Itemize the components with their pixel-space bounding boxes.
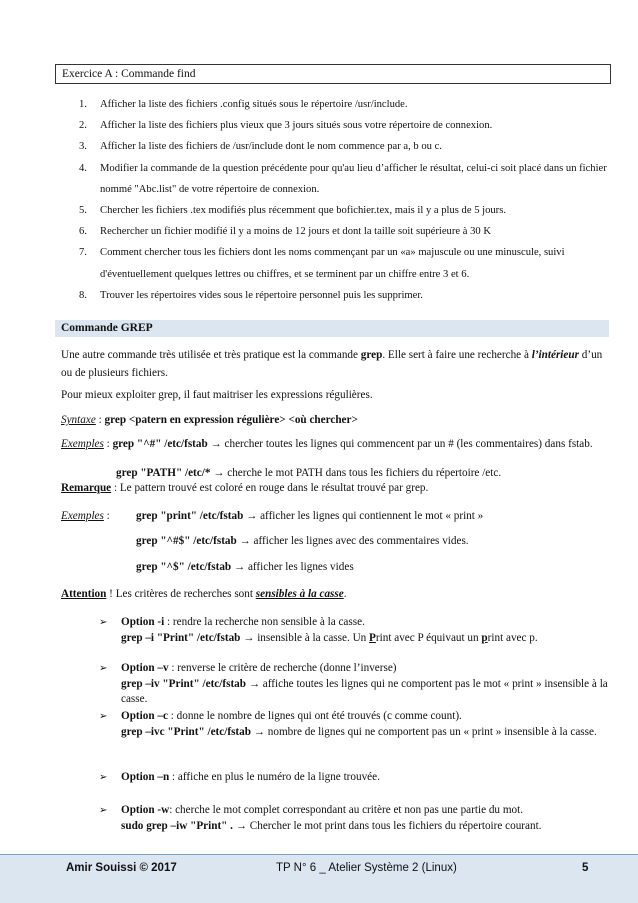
option-w: ➢ Option -w: cherche le mot complet correspondant au critère et non pas une partie du mot. sudo grep –iw "Print" . → Chercher le mot print dans tous les fichiers du répertoire courant. xyxy=(99,804,542,832)
grep-section-heading: Commande GREP xyxy=(55,320,609,337)
example-2: grep "PATH" /etc/* → cherche le mot PATH dans tous les fichiers du répertoire /etc. xyxy=(116,467,502,479)
arrow-icon: → xyxy=(210,438,222,450)
footer-author: Amir Souissi © 2017 xyxy=(66,862,177,874)
footer-divider xyxy=(0,854,638,855)
arrow-icon: → xyxy=(248,677,260,690)
list-item: 8. Trouver les répertoires vides sous le répertoire personnel puis les supprimer. xyxy=(79,289,423,301)
arrow-bullet-icon: ➢ xyxy=(99,805,108,816)
arrow-icon: → xyxy=(243,631,255,644)
exercise-title-box xyxy=(55,64,611,84)
arrow-icon: → xyxy=(239,535,251,547)
attention-line: Attention ! Les critères de recherches sont sensibles à la casse. xyxy=(61,588,347,600)
list-item: 7. Comment chercher tous les fichiers dont les noms commençant par un «a» majuscule ou une minuscule, suivi d'éventuellement quelques lettres ou chiffres, et se terminent par un chiffre entre 3 et 6. xyxy=(79,247,565,280)
option-v: ➢ Option –v : renverse le critère de recherche (donne l’inverse) grep –iv "Print" /etc/fstab → affiche toutes les lignes qui ne comportent pas le mot « print » insensible à la casse. xyxy=(99,662,608,705)
regex-note: Pour mieux exploiter grep, il faut maitriser les expressions régulières. xyxy=(61,389,373,401)
arrow-icon: → xyxy=(246,510,258,522)
remark-line: Remarque : Le pattern trouvé est coloré en rouge dans le résultat trouvé par grep. xyxy=(61,482,429,494)
grep-intro: Une autre commande très utilisée et très pratique est la commande grep. Elle sert à faire une recherche à l’intérieur d’un ou de plusieurs fichiers. xyxy=(61,349,603,379)
example-1: Exemples : grep "^#" /etc/fstab → chercher toutes les lignes qui commencent par un # (les commentaires) dans fstab. xyxy=(61,438,593,450)
arrow-bullet-icon: ➢ xyxy=(99,711,108,722)
footer-title: TP N° 6 _ Atelier Système 2 (Linux) xyxy=(276,862,457,874)
example-3: Exemples : grep "print" /etc/fstab → afficher les lignes qui contiennent le mot « print » xyxy=(61,510,484,522)
arrow-icon: → xyxy=(253,725,265,738)
arrow-icon: → xyxy=(233,561,246,573)
list-item: 1. Afficher la liste des fichiers .config situés sous le répertoire /usr/include. xyxy=(79,99,408,110)
page-number: 5 xyxy=(582,862,589,874)
syntax-line: Syntaxe : grep <patern en expression régulière> <où chercher> xyxy=(61,414,358,426)
list-item: 6. Rechercher un fichier modifié il y a moins de 12 jours et dont la taille soit supérieure à 30 K xyxy=(79,226,491,238)
page-footer xyxy=(0,854,638,903)
list-item: 5. Chercher les fichiers .tex modifiés plus récemment que bofichier.tex, mais il y a plus de 5 jours. xyxy=(79,205,506,217)
list-item: 4. Modifier la commande de la question précédente pour qu'au lieu d’afficher le résultat, celui-ci soit placé dans un fichier nommé "Abc.list" de votre répertoire de connexion. xyxy=(79,162,607,195)
example-5: grep "^$" /etc/fstab → afficher les lignes vides xyxy=(136,561,354,573)
arrow-bullet-icon: ➢ xyxy=(99,772,108,783)
list-item: 2. Afficher la liste des fichiers plus vieux que 3 jours situés sous votre répertoire de connexion. xyxy=(79,120,493,132)
example-4: grep "^#$" /etc/fstab → afficher les lignes avec des commentaires vides. xyxy=(136,535,469,547)
arrow-bullet-icon: ➢ xyxy=(99,617,108,628)
arrow-icon: → xyxy=(213,467,225,479)
option-n: ➢ Option –n : affiche en plus le numéro de la ligne trouvée. xyxy=(99,770,609,786)
arrow-bullet-icon: ➢ xyxy=(99,663,108,674)
list-item: 3. Afficher la liste des fichiers de /usr/include dont le nom commence par a, b ou c. xyxy=(79,141,442,153)
exercise-title: Exercice A : Commande find xyxy=(62,68,196,80)
option-c: ➢ Option –c : donne le nombre de lignes qui ont été trouvés (c comme count). grep –ivc "Print" /etc/fstab → nombre de lignes qui ne comportent pas un « print » insensible à la casse. xyxy=(99,710,597,738)
exercise-list xyxy=(58,94,614,306)
arrow-icon: → xyxy=(235,819,247,832)
option-i: ➢ Option -i : rendre la recherche non sensible à la casse. grep –i "Print" /etc/fstab → insensible à la casse. Un Print avec P équivaut un print avec p. xyxy=(99,616,538,644)
